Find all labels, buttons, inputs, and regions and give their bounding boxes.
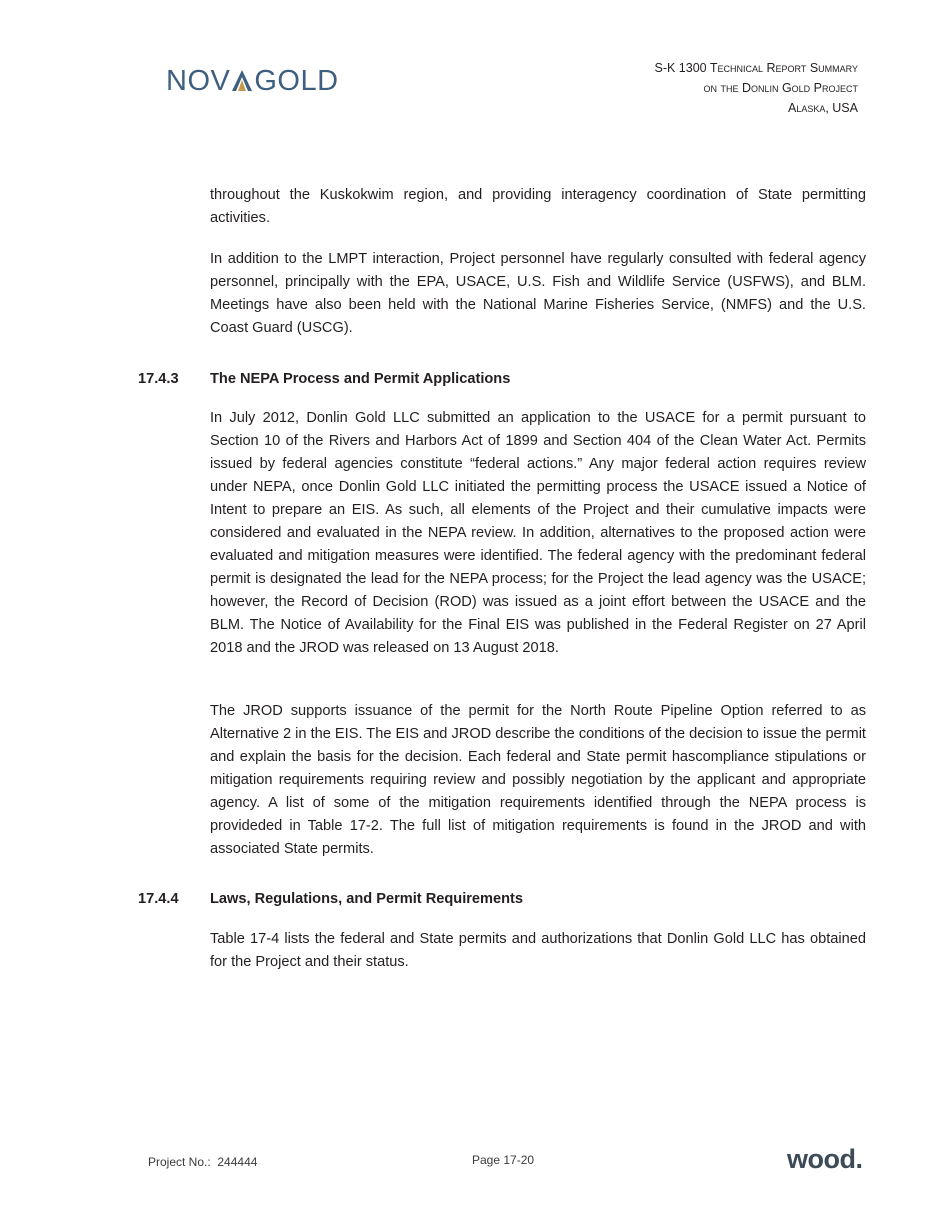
paragraph-intro-block [210,184,866,230]
logo-text-right: GOLD [254,65,339,97]
paragraph-lmpt-block [210,248,866,340]
paragraph-nepa1-block [210,407,866,660]
report-title-line2: on the Donlin Gold Project [703,81,858,95]
section-number: 17.4.3 [138,371,179,387]
paragraph-nepa1: In July 2012, Donlin Gold LLC submitted an application to the USACE for a permit pursuant to Section 10 of the Rivers and Harbors Act of 1899 and Section 404 of the Clean Water Act. Permits issued by federal agencies constitute “federal actions.” Any major federal action requires review under NEPA, once Donlin Gold LLC initiated the permitting process the USACE issued a Notice of Intent to prepare an EIS. As such, all elements of the Project and their cumulative impacts were considered and evaluated in the NEPA review. In addition, alternatives to the proposed action were evaluated and mitigation measures were identified. The federal agency with the predominant federal permit is designated the lead for the NEPA process; for the Project the lead agency was the USACE; however, the Record of Decision (ROD) was issued as a joint effort between the USACE and the BLM. The Notice of Availability for the Final EIS was published in the Federal Register on 27 April 2018 and the JROD was released on 13 August 2018. [210,410,866,656]
paragraph-laws-block [210,928,866,974]
wood-logo: wood. [787,1144,863,1174]
novagold-logo [166,64,339,98]
section-number: 17.4.4 [138,891,179,907]
project-number [148,1155,257,1169]
project-number-value: 244444 [217,1155,258,1169]
report-title-line1: S-K 1300 Technical Report Summary [654,61,858,75]
logo-text-left: NOV [166,65,231,97]
page-number: Page 17-20 [472,1153,535,1167]
paragraph-intro: throughout the Kuskokwim region, and providing interagency coordination of State permitting activities. [210,187,866,226]
report-header [655,58,859,118]
project-label: Project No.: [148,1155,211,1169]
paragraph-nepa2-block [210,700,866,861]
section-title: Laws, Regulations, and Permit Requirements [210,891,524,907]
section-heading-17-4-3 [138,368,510,391]
paragraph-laws: Table 17-4 lists the federal and State permits and authorizations that Donlin Gold LLC has obtained for the Project and their status. [210,931,866,970]
logo-triangle-icon [231,68,253,92]
report-title-line3: Alaska, USA [787,101,858,115]
section-heading-17-4-4 [138,888,523,911]
section-title: The NEPA Process and Permit Applications [210,371,511,387]
paragraph-nepa2: The JROD supports issuance of the permit for the North Route Pipeline Option referred to as Alternative 2 in the EIS. The EIS and JROD describe the conditions of the decision to issue the permit and explain the basis for the decision. Each federal and State permit hascompliance stipulations or mitigation requirements requiring review and possibly negotiation by the applicant and appropriate agency. A list of some of the mitigation requirements identified through the NEPA process is provideded in Table 17-2. The full list of mitigation requirements is found in the JROD and with associated State permits. [210,703,866,857]
paragraph-lmpt: In addition to the LMPT interaction, Project personnel have regularly consulted with federal agency personnel, principally with the EPA, USACE, U.S. Fish and Wildlife Service (USFWS), and BLM. Meetings have also been held with the National Marine Fisheries Service, (NMFS) and the U.S. Coast Guard (USCG). [210,251,866,336]
